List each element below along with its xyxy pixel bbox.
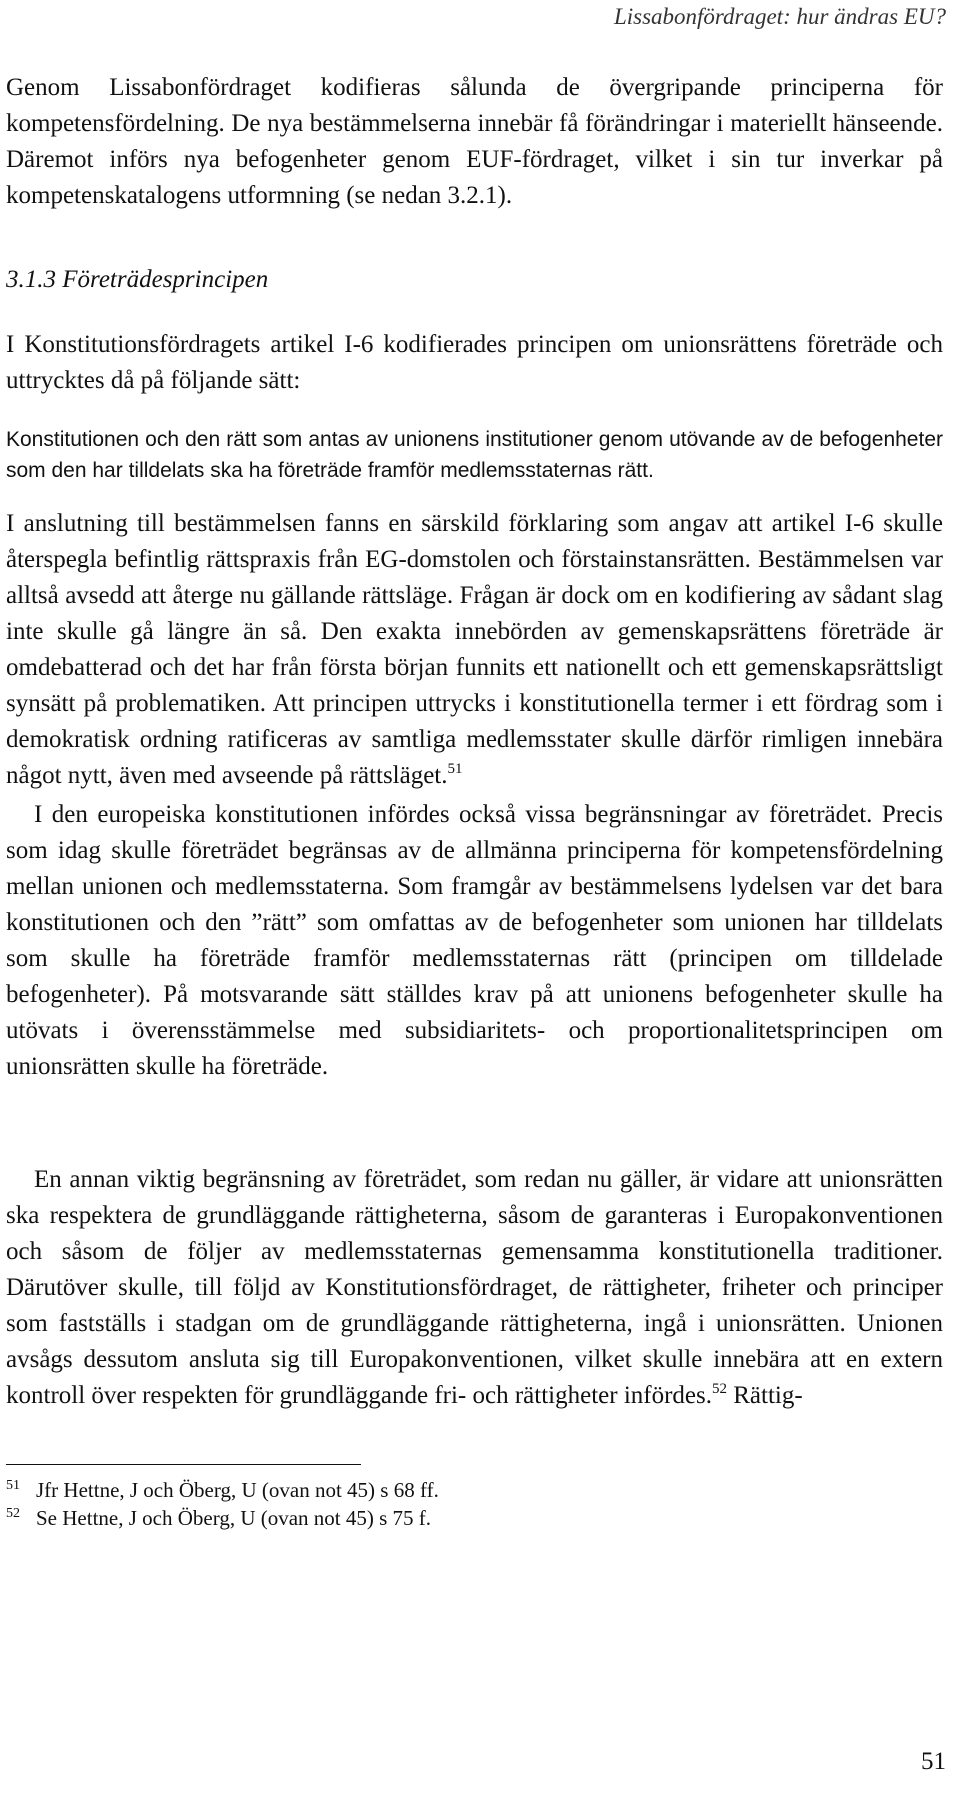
explanation-paragraph [6,506,943,794]
rights-continuation: Rättig- [727,1382,803,1409]
rights-text: En annan viktig begränsning av företrädet, som redan nu gäller, är vidare att unionsrätten ska respektera de grundläggande rättigheterna, såsom de garanteras i Europakonventionen och såsom de följer av medlemsstaternas gemensamma konstitutionella traditioner. Därutöver skulle, till följd av Konstitutionsfördraget, de rättigheter, friheter och principer som fastställs i stadgan om de grundläggande rättigheterna, ingå i unionsrätten. Unionen avsågs dessutom ansluta sig till Europakonventionen, vilket skulle innebära att en extern kontroll över respekten för grundläggande fri- och rättigheter infördes. [6,1166,943,1409]
article-paragraph: I Konstitutionsfördragets artikel I-6 kodifierades principen om unionsrättens företräde och uttrycktes då på följande sätt: [6,331,943,394]
footnote-divider [6,1464,361,1465]
running-header: Lissabonfördraget: hur ändras EU? [613,4,946,29]
footnote-ref-51[interactable]: 51 [447,761,463,777]
intro-paragraph: Genom Lissabonfördraget kodifieras sålunda de övergripande principerna för kompetensfördelning. De nya bestämmelserna innebär få förändringar i materiellt hänseende. Däremot införs nya befogenheter genom EUF-fördraget, vilket i sin tur inverkar på kompetenskatalogens utformning (se nedan 3.2.1). [6,74,943,209]
page-number: 51 [921,1748,946,1775]
footnote-text: Se Hettne, J och Öberg, U (ovan not 45) s 75 f. [36,1506,432,1530]
footnotes [6,1476,906,1532]
section-heading: 3.1.3 Företrädesprincipen [6,266,269,293]
limits-paragraph: I den europeiska konstitutionen infördes också vissa begränsningar av företrädet. Precis som idag skulle företrädet begränsas av de allmänna principerna för kompetensfördelning mellan unionen och medlemsstaterna. Som framgår av bestämmelsens lydelsen var det bara konstitutionen och den ”rätt” som omfattas av de befogenheter som unionen har tilldelats som skulle ha företräde framför medlemsstaternas rätt (principen om tilldelade befogenheter). På motsvarande sätt ställdes krav på att unionens befogenheter skulle ha utövats i överensstämmelse med subsidiaritets- och proportionalitetsprincipen om unionsrätten skulle ha företräde. [6,801,943,1080]
quoted-article-text: Konstitutionen och den rätt som antas av unionens institutioner genom utövande av de befogenheter som den har tilldelats ska ha företräde framför medlemsstaternas rätt. [6,428,943,482]
footnote-text: Jfr Hettne, J och Öberg, U (ovan not 45) s 68 ff. [36,1478,439,1502]
rights-paragraph [6,1162,943,1414]
footnote-52: 52 Se Hettne, J och Öberg, U (ovan not 45) s 75 f. [6,1506,432,1530]
explanation-text: I anslutning till bestämmelsen fanns en särskild förklaring som angav att artikel I-6 skulle återspegla befintlig rättspraxis från EG-domstolen och förstainstansrätten. Bestämmelsen var alltså avsedd att återge nu gällande rättsläge. Frågan är dock om en kodifiering av sådant slag inte skulle gå längre än så. Den exakta innebörden av gemenskapsrättens företräde är omdebatterad och det har från första början funnits ett nationellt och ett gemenskapsrättsligt synsätt på problematiken. Att principen uttrycks i konstitutionella termer i ett fördrag som i demokratisk ordning ratificeras av samtliga medlemsstater skulle därför rimligen innebära något nytt, även med avseende på rättsläget. [6,510,943,789]
footnote-ref-52[interactable]: 52 [712,1381,727,1397]
footnote-51: 51 Jfr Hettne, J och Öberg, U (ovan not 45) s 68 ff. [6,1478,439,1502]
